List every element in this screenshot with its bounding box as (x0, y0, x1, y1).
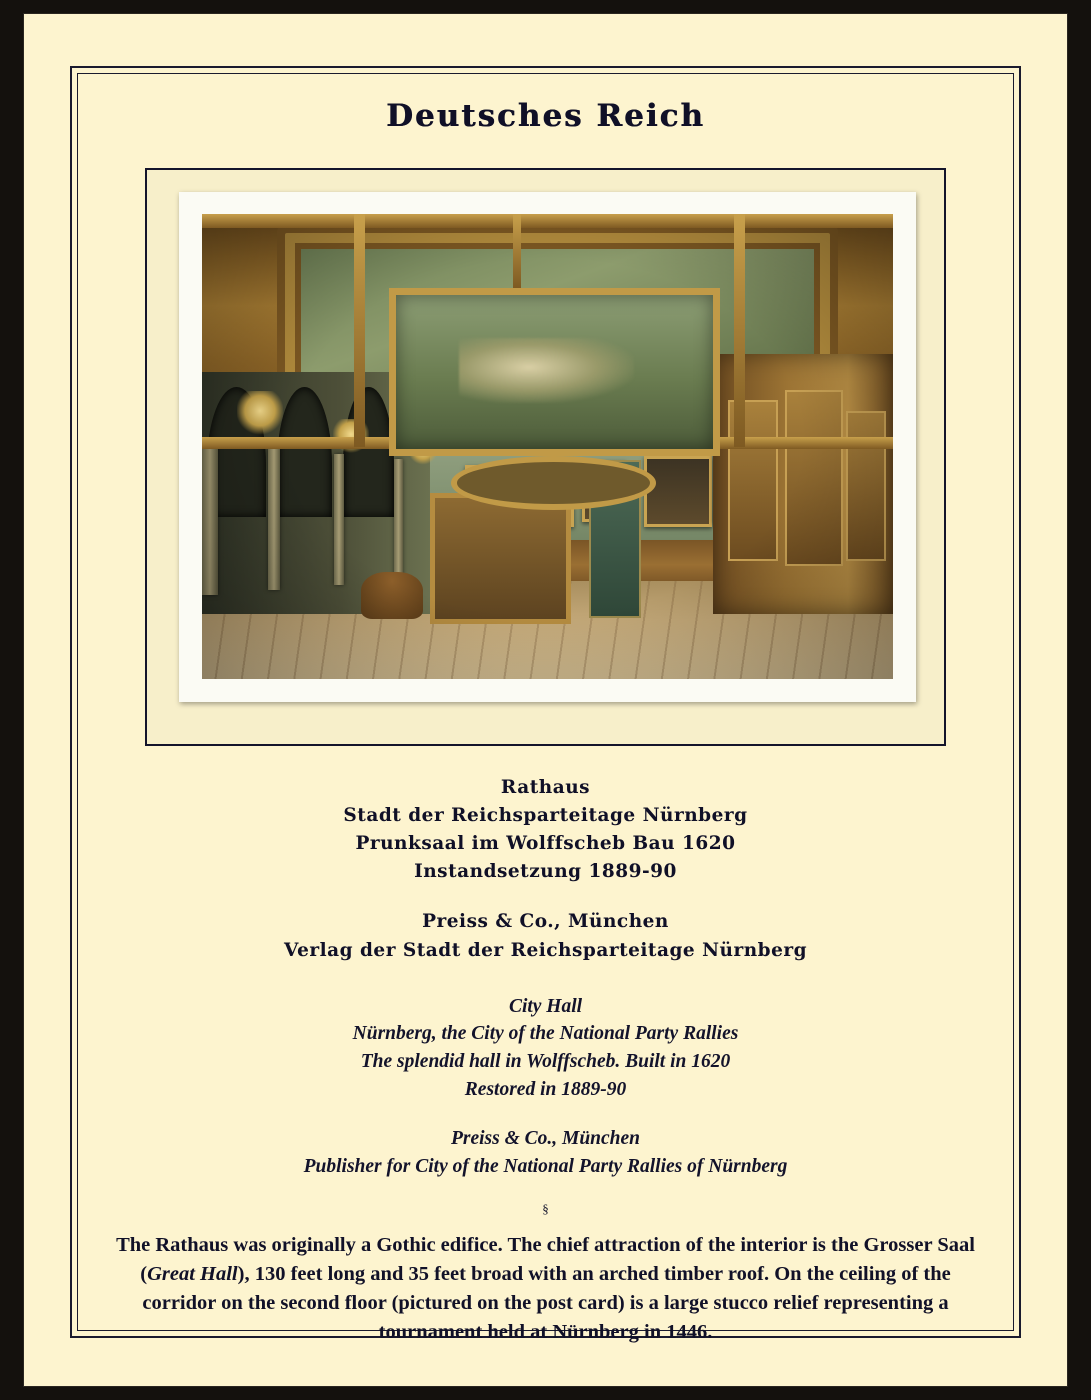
body-part2: ), 130 feet long and 35 feet broad with an arched timber roof. On the ceiling of the corridor on the second floor (pictured on the post card) is a large stucco relief representing a tournament held at Nürnberg in 1446. (142, 1262, 951, 1344)
page-content (84, 80, 1007, 1344)
caption-german-line4: Instandsetzung 1889-90 (414, 861, 677, 883)
page-title: Deutsches Reich (386, 98, 705, 134)
ceiling-fresco (389, 288, 721, 455)
great-hall-illustration (202, 214, 893, 679)
caption-german-publisher1: Preiss & Co., München (422, 911, 669, 933)
caption-english-line3: The splendid hall in Wolffscheb. Built in 1620 (360, 1051, 731, 1073)
postcard (179, 192, 916, 702)
caption-german-line2: Stadt der Reichsparteitage Nürnberg (343, 805, 748, 827)
caption-english-line2: Nürnberg, the City of the National Party Rallies (352, 1023, 739, 1045)
caption-english-publisher2: Publisher for City of the National Party Rallies of Nürnberg (303, 1156, 788, 1178)
album-page (24, 14, 1067, 1386)
caption-english-line1: City Hall (508, 995, 583, 1017)
body-paragraph (112, 1231, 979, 1347)
caption-english (84, 993, 1007, 1181)
caption-english-publisher1: Preiss & Co., München (450, 1128, 641, 1150)
caption-german-publisher2: Verlag der Stadt der Reichsparteitage Nürnberg (283, 939, 808, 961)
body-emphasis: Great Hall (147, 1262, 238, 1285)
caption-german (84, 774, 1007, 965)
postcard-image (202, 214, 893, 679)
ceiling-oval-medallion (451, 456, 656, 510)
body-part1: The Rathaus was originally a Gothic edifice. The chief attraction of the interior is the Grosser Saal ( (116, 1233, 975, 1285)
postcard-mount (145, 168, 946, 746)
caption-german-line3: Prunksaal im Wolffscheb Bau 1620 (355, 833, 736, 855)
section-separator: § (542, 1200, 549, 1216)
caption-english-line4: Restored in 1889-90 (464, 1078, 627, 1100)
caption-german-line1: Rathaus (500, 777, 591, 798)
